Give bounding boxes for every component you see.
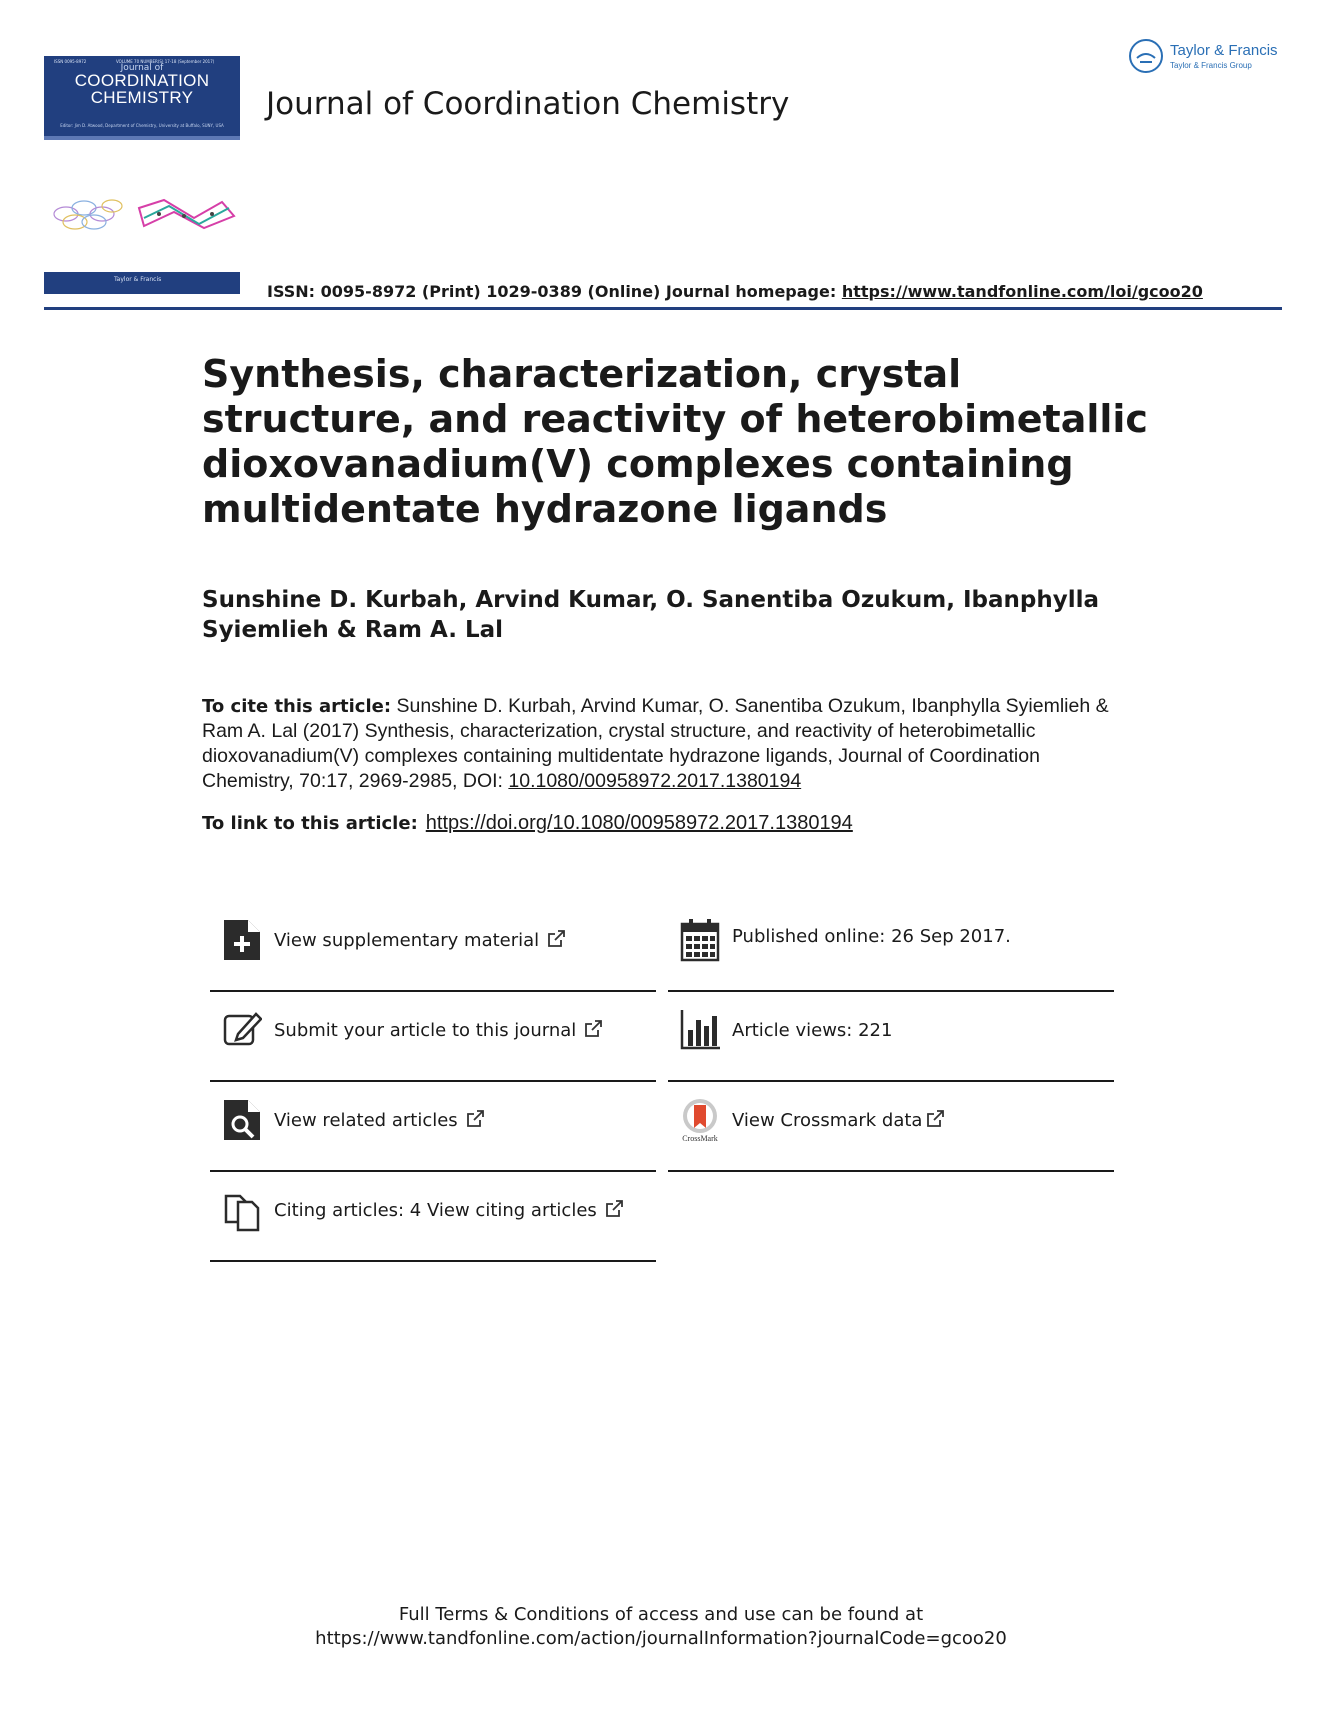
journal-cover-thumbnail (44, 56, 240, 294)
divider (668, 990, 1114, 992)
article-link-line (202, 812, 853, 835)
supplementary-label: View supplementary material (274, 930, 540, 951)
copy-documents-icon (222, 1188, 262, 1232)
external-link-icon (466, 1110, 484, 1128)
cover-editor: Editor: Jim D. Atwood, Department of Chemistry, University at Buffalo, SUNY, USA (60, 123, 224, 128)
journal-title: Journal of Coordination Chemistry (266, 86, 790, 122)
document-plus-icon (222, 918, 262, 962)
external-link-icon (584, 1020, 602, 1038)
edit-pencil-icon (222, 1008, 262, 1052)
citation-block (202, 694, 1132, 794)
footer-line1: Full Terms & Conditions of access and use can be found at (398, 1604, 924, 1625)
cover-strip (44, 136, 240, 140)
citation-text: Sunshine D. Kurbah, Arvind Kumar, O. Sanentiba Ozukum, Ibanphylla Syiemlieh & Ram A. Lal (2017) Synthesis, characterization, crystal structure, and reactivity of heterobimetallic dioxovanadium(V) complexes containing multidentate hydrazone ligands, Journal of Coordination Chemistry, 70:17, 2969-2985, DOI: (202, 695, 1109, 792)
bar-chart-icon (680, 1008, 720, 1052)
cover-title-line1: COORDINATION (74, 71, 210, 90)
publisher-group: Taylor & Francis Group (1170, 61, 1252, 70)
cover-publisher: Taylor & Francis (114, 276, 162, 283)
divider (210, 990, 656, 992)
crossmark-label: View Crossmark data (732, 1110, 923, 1131)
submit-article-link[interactable] (210, 1008, 656, 1078)
article-authors: Sunshine D. Kurbah, Arvind Kumar, O. Sanentiba Ozukum, Ibanphylla Syiemlieh & Ram A. Lal (202, 587, 1099, 643)
calendar-icon (680, 918, 720, 962)
taylor-francis-logo-icon (1128, 38, 1164, 74)
external-link-icon (605, 1200, 623, 1218)
cover-volume: VOLUME 70 NUMBER(S) 17-18 (September 2017) (116, 59, 215, 64)
divider (668, 1170, 1114, 1172)
crossmark-icon (680, 1098, 720, 1142)
divider (210, 1080, 656, 1082)
cover-title (44, 72, 240, 106)
submit-label: Submit your article to this journal (274, 1020, 577, 1041)
related-articles-link[interactable] (210, 1098, 656, 1168)
citing-articles-link[interactable] (210, 1188, 656, 1258)
article-title: Synthesis, characterization, crystal structure, and reactivity of heterobimetallic dioxovanadium(V) complexes containing multidentate hydrazone ligands (202, 352, 1148, 531)
publisher-name: Taylor & Francis (1170, 42, 1278, 59)
cover-issn: ISSN 0095-8972 (54, 59, 87, 64)
citing-label: Citing articles: 4 View citing articles (274, 1200, 597, 1221)
cover-molecule-illustration (44, 178, 240, 250)
supplementary-material-link[interactable] (210, 918, 656, 988)
cover-publisher-band (44, 272, 240, 294)
document-search-icon (222, 1098, 262, 1142)
divider (668, 1080, 1114, 1082)
external-link-icon (926, 1110, 944, 1128)
publisher-logo[interactable] (1128, 36, 1288, 76)
crossmark-link[interactable] (668, 1098, 1114, 1168)
link-label: To link to this article: (202, 813, 418, 834)
footer-terms-link[interactable]: https://www.tandfonline.com/action/journalInformation?journalCode=gcoo20 (315, 1628, 1007, 1649)
cover-journal-of: Journal of (120, 63, 164, 73)
issn-line (267, 282, 1203, 301)
header-divider (44, 307, 1282, 310)
published-online-label: Published online: 26 Sep 2017. (732, 926, 1011, 947)
article-views-label: Article views: 221 (732, 1020, 893, 1041)
citation-doi-link[interactable]: 10.1080/00958972.2017.1380194 (508, 770, 802, 792)
footer-terms (0, 1603, 1322, 1651)
cover-title-line2: CHEMISTRY (90, 88, 194, 107)
cover-banner (44, 56, 240, 136)
divider (210, 1260, 656, 1262)
related-label: View related articles (274, 1110, 458, 1131)
article-doi-url[interactable]: https://doi.org/10.1080/00958972.2017.1380194 (425, 812, 853, 834)
crossmark-logo-text: CrossMark (682, 1134, 718, 1142)
published-online-info (668, 918, 1114, 988)
divider (210, 1170, 656, 1172)
journal-homepage-link[interactable]: https://www.tandfonline.com/loi/gcoo20 (841, 282, 1203, 301)
issn-text: ISSN: 0095-8972 (Print) 1029-0389 (Online) Journal homepage: (267, 282, 842, 301)
article-views-info (668, 1008, 1114, 1078)
citation-label: To cite this article: (202, 696, 392, 717)
external-link-icon (547, 930, 565, 948)
